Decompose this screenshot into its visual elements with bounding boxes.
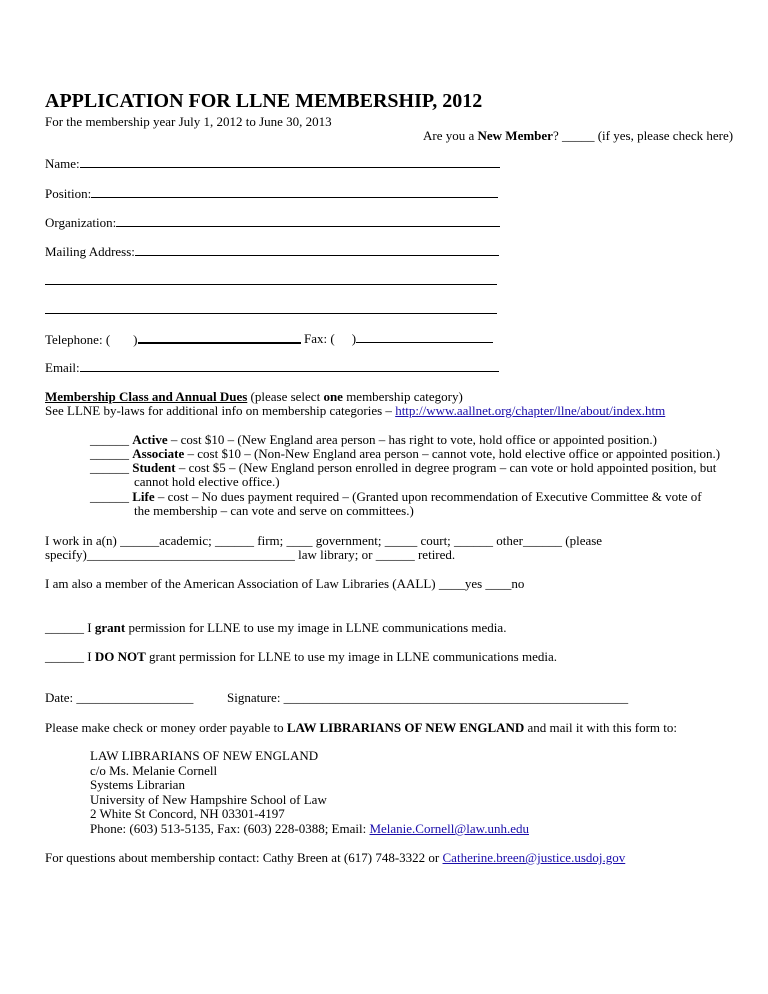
address-line: 2 White St Concord, NH 03301-4197 (90, 806, 285, 821)
telephone-label: Telephone: ( (45, 332, 111, 347)
signature-field[interactable]: Signature: _____________________________________________________ (227, 690, 629, 705)
membership-heading-line: Membership Class and Annual Dues (please select one membership category) (45, 389, 463, 404)
cathy-email-link[interactable]: Catherine.breen@justice.usdoj.gov (442, 850, 626, 865)
class-active[interactable]: ______ Active – cost $10 – (New England area person – has right to vote, hold office or appointed position.) (90, 432, 657, 447)
bylaws-line: See LLNE by-laws for additional info on membership categories – http://www.aallnet.org/chapter/llne/about/index.htm (45, 403, 666, 418)
name-label: Name: (45, 156, 80, 171)
bylaws-link[interactable]: http://www.aallnet.org/chapter/llne/about/index.htm (395, 403, 666, 418)
email-label: Email: (45, 360, 80, 375)
fax-label: Fax: ( (304, 331, 335, 346)
position-field[interactable] (45, 186, 498, 201)
permission-deny[interactable]: ______ I DO NOT grant permission for LLNE to use my image in LLNE communications media. (45, 649, 557, 664)
class-life-cont: the membership – can vote and serve on committees.) (134, 503, 414, 518)
telephone-field[interactable]: Telephone: ( ) (45, 331, 301, 347)
class-associate[interactable]: ______ Associate – cost $10 – (Non-New England area person – cannot vote, hold elective office or appointed position.) (90, 446, 721, 461)
name-field[interactable] (45, 156, 500, 171)
email-field[interactable] (45, 360, 499, 375)
address-line: c/o Ms. Melanie Cornell (90, 763, 218, 778)
new-member-question: Are you a New Member? _____ (if yes, please check here) (423, 128, 734, 143)
mailing-address-label: Mailing Address: (45, 244, 135, 259)
class-life[interactable]: ______ Life – cost – No dues payment required – (Granted upon recommendation of Executive Committee & vote of (90, 489, 702, 504)
position-label: Position: (45, 186, 92, 201)
class-student[interactable]: ______ Student – cost $5 – (New England person enrolled in degree program – can vote or hold appointed position, but (90, 460, 717, 475)
work-type-line-1[interactable]: I work in a(n) ______academic; ______ firm; ____ government; _____ court; ______ other______ (please (45, 533, 603, 548)
date-field[interactable]: Date: __________________ (45, 690, 194, 705)
organization-field[interactable] (45, 215, 500, 230)
permission-grant[interactable]: ______ I grant permission for LLNE to use my image in LLNE communications media. (45, 620, 507, 635)
membership-heading: Membership Class and Annual Dues (45, 389, 248, 404)
address-line: University of New Hampshire School of Law (90, 792, 327, 807)
address-line-2[interactable] (45, 273, 497, 288)
class-student-cont: cannot hold elective office.) (134, 474, 280, 489)
melanie-email-link[interactable]: Melanie.Cornell@law.unh.edu (369, 821, 529, 836)
work-type-line-2[interactable]: specify)________________________________ law library; or ______ retired. (45, 547, 456, 562)
address-line: Systems Librarian (90, 777, 185, 792)
address-phone-email: Phone: (603) 513-5135, Fax: (603) 228-0388; Email: Melanie.Cornell@law.unh.edu (90, 821, 529, 836)
address-line-3[interactable] (45, 302, 497, 317)
fax-field[interactable]: Fax: ( ) (304, 331, 493, 346)
organization-label: Organization: (45, 215, 117, 230)
aall-membership[interactable]: I am also a member of the American Association of Law Libraries (AALL) ____yes ____no (45, 576, 525, 591)
membership-year: For the membership year July 1, 2012 to June 30, 2013 (45, 114, 332, 129)
page-title: APPLICATION FOR LLNE MEMBERSHIP, 2012 (45, 90, 483, 112)
address-line: LAW LIBRARIANS OF NEW ENGLAND (90, 748, 319, 763)
payable-instructions: Please make check or money order payable to LAW LIBRARIANS OF NEW ENGLAND and mail it with this form to: (45, 720, 678, 735)
questions-contact: For questions about membership contact: Cathy Breen at (617) 748-3322 or Catherine.breen@justice.usdoj.gov (45, 850, 626, 865)
mailing-address-field[interactable] (45, 244, 499, 259)
